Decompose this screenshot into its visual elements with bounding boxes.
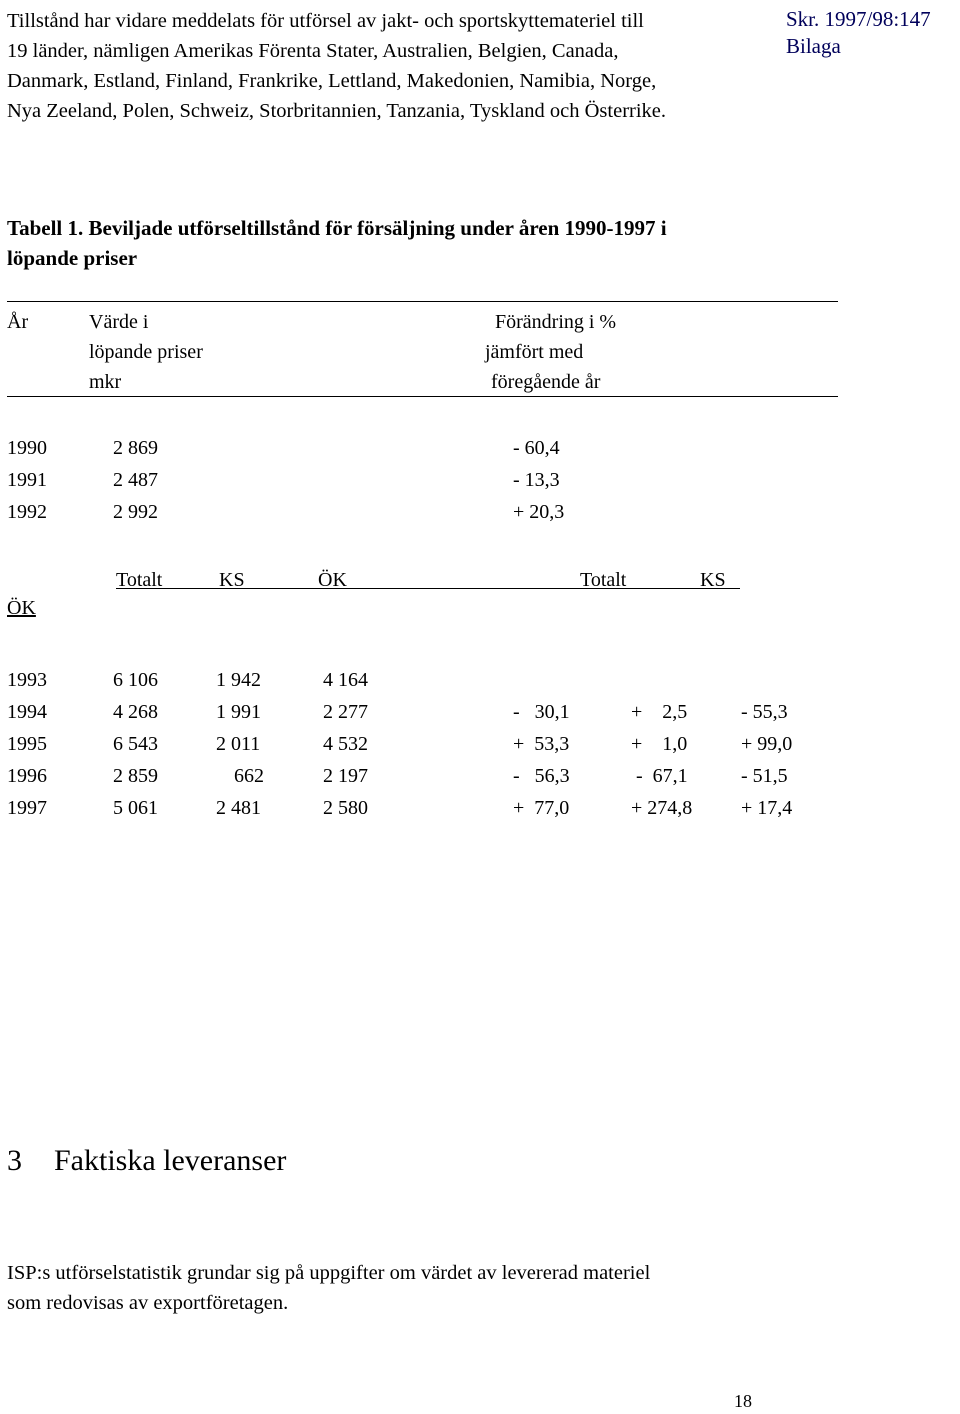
- cell-change: - 13,3: [513, 469, 560, 491]
- cell-change-ks: + 274,8: [631, 797, 693, 819]
- cell-ok: 2 580: [323, 797, 368, 819]
- page-number: 18: [734, 1391, 752, 1411]
- cell-year: 1994: [7, 701, 47, 723]
- subheader-change-ok: ÖK: [7, 597, 36, 619]
- cell-ok: 2 197: [323, 765, 368, 787]
- header-change-line: jämfört med: [485, 341, 584, 363]
- cell-year: 1993: [7, 669, 47, 691]
- cell-change-ok: - 51,5: [741, 765, 788, 787]
- cell-ks: 662: [234, 765, 264, 787]
- cell-value: 2 992: [113, 501, 158, 523]
- cell-change-ok: + 17,4: [741, 797, 793, 819]
- cell-change-ok: + 99,0: [741, 733, 793, 755]
- intro-line: 19 länder, nämligen Amerikas Förenta Stater, Australien, Belgien, Canada,: [7, 40, 619, 62]
- cell-change-total: + 77,0: [513, 797, 570, 819]
- cell-ks: 1 942: [216, 669, 261, 691]
- reference-appendix: Bilaga: [786, 34, 841, 58]
- header-value-line: mkr: [89, 371, 122, 393]
- table-title: [7, 213, 827, 273]
- cell-change-total: - 56,3: [513, 765, 570, 787]
- header-change-line: föregående år: [491, 371, 601, 393]
- cell-total: 6 106: [113, 669, 158, 691]
- section-heading: [7, 1141, 286, 1181]
- intro-line: Nya Zeeland, Polen, Schweiz, Storbritannien, Tanzania, Tyskland och Österrike.: [7, 100, 667, 122]
- cell-change-total: - 30,1: [513, 701, 570, 723]
- cell-year: 1997: [7, 797, 47, 819]
- cell-ok: 4 164: [323, 669, 368, 691]
- reference-number: Skr. 1997/98:147: [786, 7, 931, 31]
- cell-total: 6 543: [113, 733, 158, 755]
- header-change-line: Förändring i %: [495, 311, 617, 333]
- table-title-line: löpande priser: [7, 246, 138, 270]
- header-value-line: Värde i: [89, 311, 149, 333]
- cell-year: 1996: [7, 765, 47, 787]
- cell-change-ks: + 1,0: [631, 733, 688, 755]
- table-top-rule: [7, 301, 838, 302]
- cell-change: + 20,3: [513, 501, 565, 523]
- cell-change: - 60,4: [513, 437, 560, 459]
- subheader-rule: [116, 588, 740, 589]
- cell-total: 4 268: [113, 701, 158, 723]
- table-title-line: Tabell 1. Beviljade utförseltillstånd för försäljning under åren 1990-1997 i: [7, 216, 667, 240]
- cell-ok: 4 532: [323, 733, 368, 755]
- subheader-value-ok: ÖK: [318, 569, 347, 591]
- paragraph-line: som redovisas av exportföretagen.: [7, 1292, 289, 1314]
- intro-line: Tillstånd har vidare meddelats för utförsel av jakt- och sportskyttemateriel till: [7, 10, 644, 32]
- cell-year: 1995: [7, 733, 47, 755]
- cell-ok: 2 277: [323, 701, 368, 723]
- cell-year: 1992: [7, 501, 47, 523]
- subheader-change-total: Totalt: [580, 569, 627, 591]
- section-number: 3: [7, 1144, 22, 1177]
- intro-line: Danmark, Estland, Finland, Frankrike, Lettland, Makedonien, Namibia, Norge,: [7, 70, 657, 92]
- document-reference: [786, 6, 931, 60]
- cell-year: 1991: [7, 469, 47, 491]
- cell-change-ks: - 67,1: [636, 765, 688, 787]
- header-year: År: [7, 311, 29, 333]
- body-paragraph: [7, 1258, 650, 1318]
- cell-value: 2 869: [113, 437, 158, 459]
- cell-year: 1990: [7, 437, 47, 459]
- intro-paragraph: [7, 6, 767, 126]
- section-title: Faktiska leveranser: [54, 1144, 287, 1177]
- cell-ks: 2 481: [216, 797, 261, 819]
- cell-ks: 2 011: [216, 733, 261, 755]
- cell-value: 2 487: [113, 469, 158, 491]
- subheader-value-ks: KS: [219, 569, 245, 591]
- subheader-value-total: Totalt: [116, 569, 163, 591]
- cell-ks: 1 991: [216, 701, 261, 723]
- cell-total: 5 061: [113, 797, 158, 819]
- subheader-change-ks: KS: [700, 569, 726, 591]
- table-header-rule: [7, 396, 838, 397]
- cell-total: 2 859: [113, 765, 158, 787]
- cell-change-ok: - 55,3: [741, 701, 788, 723]
- cell-change-ks: + 2,5: [631, 701, 688, 723]
- header-value-line: löpande priser: [89, 341, 203, 363]
- cell-change-total: + 53,3: [513, 733, 570, 755]
- paragraph-line: ISP:s utförselstatistik grundar sig på uppgifter om värdet av levererad materiel: [7, 1262, 651, 1284]
